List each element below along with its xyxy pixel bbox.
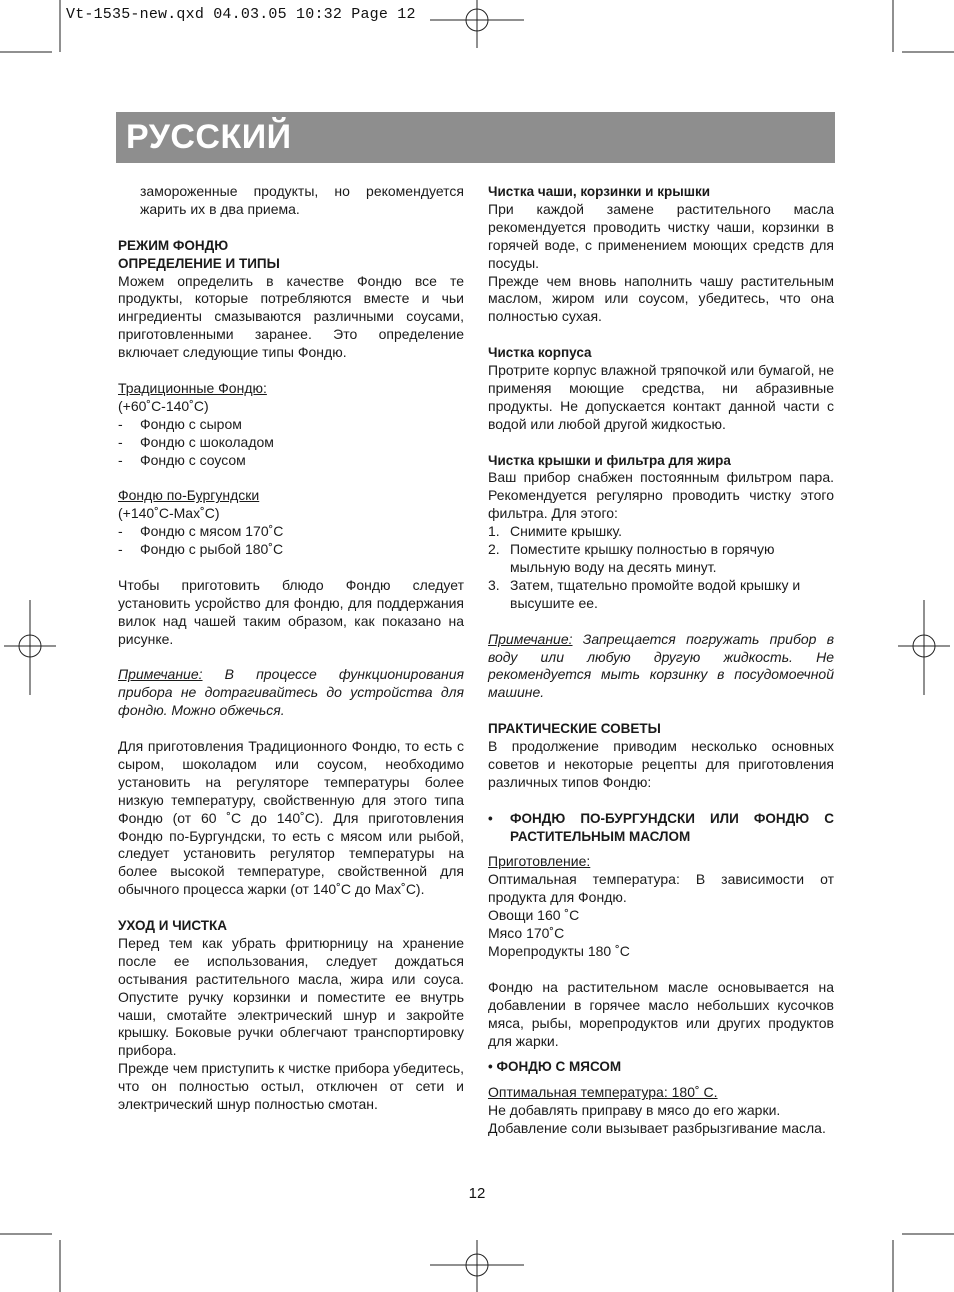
list-item: 3. Затем, тщательно промойте водой крышку и высушите ее. bbox=[488, 576, 801, 611]
page-number: 12 bbox=[468, 1185, 486, 1202]
list-item: - Фондю с шоколадом bbox=[118, 434, 464, 452]
prep-line: Морепродукты 180 ˚С bbox=[488, 942, 630, 959]
burgundy-range: (+140˚С-Max˚С) bbox=[118, 505, 220, 522]
list-item: 1. Снимите крышку. bbox=[488, 523, 623, 540]
burgundy-title: Фондю по-Бургундски bbox=[118, 487, 260, 504]
banner-title: РУССКИЙ bbox=[126, 118, 292, 156]
definition-paragraph: Можем определить в качестве Фондю все те продукты, которые потребляются вместе и чьи ингредиенты смазываются различными соусами, приготовленными заранее. Это определение включает следующие типы Фондю. bbox=[118, 272, 464, 361]
meat-paragraph: Не добавлять приправу в мясо до его жарки. Добавление соли вызывает разбрызгивание масла. bbox=[488, 1102, 826, 1137]
bullet-burgundy: • ФОНДЮ ПО-БУРГУНДСКИ ИЛИ ФОНДЮ С РАСТИТЕЛЬНЫМ МАСЛОМ bbox=[488, 810, 834, 844]
note-text: Запрещается погружать прибор в воду или любую другую жидкость. Не рекомендуется мыть корзинку в посудомоечной машине. bbox=[488, 630, 834, 701]
filter-paragraph: Ваш прибор снабжен постоянным фильтром пара. Рекомендуется регулярно проводить чистку этого фильтра. Для этого: bbox=[488, 469, 834, 522]
heading-fondue-mode: РЕЖИМ ФОНДЮ bbox=[118, 237, 229, 253]
bowl-paragraph-1: При каждой замене растительного масла рекомендуется проводить чистку чаши, корзинки в горячей воде, с применением моющих средств для посуды. bbox=[488, 200, 834, 271]
bullet-meat: • ФОНДЮ С МЯСОМ bbox=[488, 1059, 622, 1075]
bowl-paragraph-2: Прежде чем вновь наполнить чашу растительным маслом, жиром или соусом, убедитесь, что она полностью сухая. bbox=[488, 272, 834, 325]
oil-paragraph: Фондю на растительном масле основывается на добавлении в горячее масло небольших кусочков мяса, рыбы, морепродуктов или других продуктов для жарки. bbox=[488, 978, 834, 1049]
heading-care: УХОД И ЧИСТКА bbox=[118, 918, 228, 934]
preparation-label: Приготовление: bbox=[488, 853, 591, 870]
print-slug: Vt-1535-new.qxd 04.03.05 10:32 Page 12 bbox=[66, 6, 416, 23]
prep-line: Оптимальная температура: В зависимости от продукта для Фондю. bbox=[488, 871, 834, 906]
list-item: 2. Поместите крышку полностью в горячую мыльную воду на десять минут. bbox=[488, 541, 775, 575]
heading-body-cleaning: Чистка корпуса bbox=[488, 345, 592, 361]
care-paragraph-1: Перед тем как убрать фритюрницу на хранение после ее использования, следует дождаться остывания растительного масла, жира или соуса. Опустите ручку корзинки и поместите ее внутрь чаши, смотайте электрический шнур и закройте крышку. Боковые ручки облегчают транспортировку прибора. bbox=[118, 934, 464, 1059]
note-paragraph bbox=[118, 666, 464, 720]
care-paragraph-2: Прежде чем приступить к чистке прибора убедитесь, что он полностью остыл, отключен от сети и электрический шнур полностью смотан. bbox=[118, 1060, 464, 1113]
meat-temperature: Оптимальная температура: 180˚ С. bbox=[488, 1084, 718, 1101]
note-text: В процессе функционирования прибора не дотрагивайтесь до устройства для фондю. Можно обжечься. bbox=[118, 666, 464, 719]
language-banner bbox=[116, 112, 835, 163]
heading-filter-cleaning: Чистка крышки и фильтра для жира bbox=[488, 452, 731, 468]
list-item: - Фондю с соусом bbox=[118, 452, 464, 470]
body-paragraph: Протрите корпус влажной тряпочкой или бумагой, не применяя моющие средства, ни абразивные продукты. Не допускается контакт данной части с водой или любой другой жидкостью. bbox=[488, 362, 834, 432]
heading-bowl-cleaning: Чистка чаши, корзинки и крышки bbox=[488, 184, 711, 199]
traditional-paragraph: Для приготовления Традиционного Фондю, то есть с сыром, шоколадом или соусом, необходимо установить на регуляторе температуры более низкую температуру, свойственную для этого типа Фондю (от 60 ˚С до 140˚С). Для приготовления Фондю по-Бургундски, то есть с мясом или рыбой, следует установить регулятор температуры на более высокой температуре, свойственной для обычного процесса жарки (от 140˚С до Max˚С). bbox=[118, 738, 464, 898]
list-item: - Фондю с мясом 170˚С bbox=[118, 523, 464, 541]
heading-definition: ОПРЕДЕЛЕНИЕ И ТИПЫ bbox=[118, 255, 280, 271]
note-label: Примечание: bbox=[488, 630, 573, 647]
list-item: - Фондю с рыбой 180˚С bbox=[118, 541, 464, 559]
note-paragraph bbox=[488, 631, 834, 703]
heading-tips: ПРАКТИЧЕСКИЕ СОВЕТЫ bbox=[488, 721, 661, 737]
list-item: - Фондю с сыром bbox=[118, 416, 464, 434]
traditional-title: Традиционные Фондю: bbox=[118, 379, 267, 396]
tips-paragraph: В продолжение приводим несколько основных советов и некоторые рецепты для приготовления различных типов Фондю: bbox=[488, 738, 834, 790]
right-column bbox=[488, 183, 834, 1138]
intro-paragraph: замороженные продукты, но рекомендуется жарить их в два приема. bbox=[140, 183, 464, 217]
prep-line: Мясо 170˚С bbox=[488, 925, 565, 942]
left-column bbox=[118, 183, 464, 1114]
note-label: Примечание: bbox=[118, 666, 203, 683]
traditional-range: (+60˚С-140˚С) bbox=[118, 397, 209, 414]
prep-line: Овощи 160 ˚С bbox=[488, 907, 580, 924]
prepare-paragraph: Чтобы приготовить блюдо Фондю следует установить усройство для фондю, для поддержания вилок над чашей таким образом, как показано на рисунке. bbox=[118, 576, 464, 647]
